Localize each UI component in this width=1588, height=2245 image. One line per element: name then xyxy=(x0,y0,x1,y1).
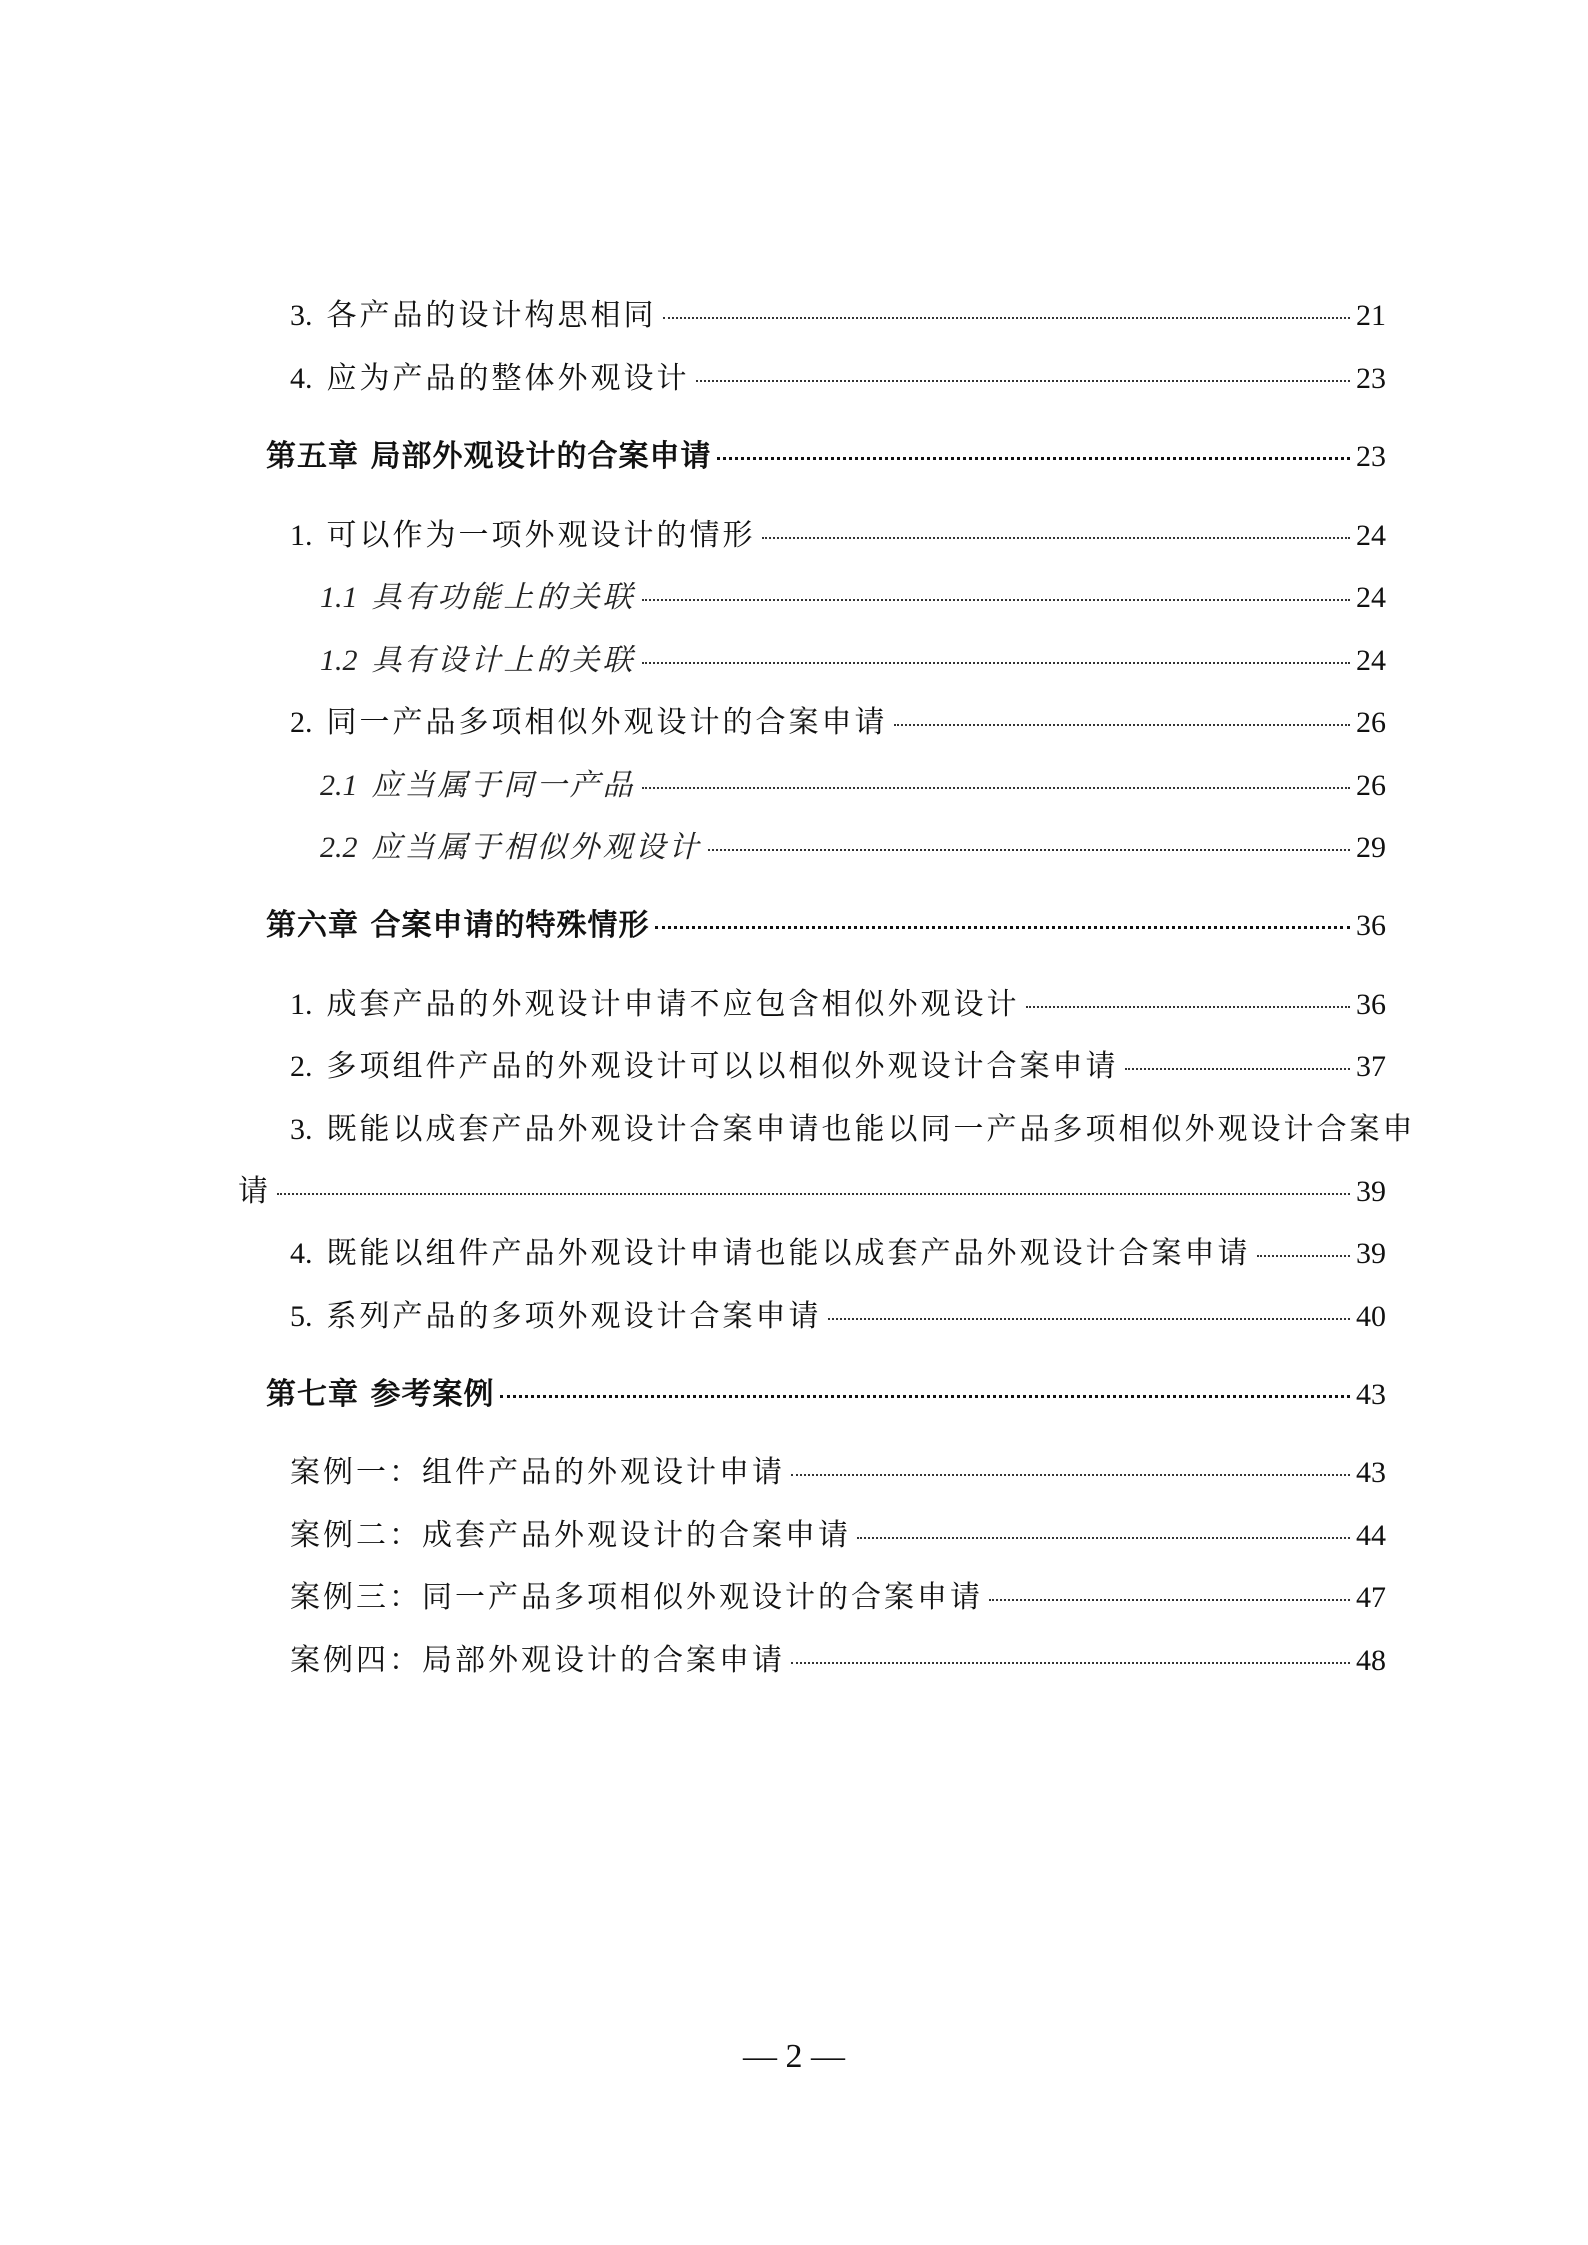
dot-leader xyxy=(500,1395,1350,1398)
dot-leader xyxy=(642,599,1351,601)
dot-leader xyxy=(894,724,1351,726)
page-number-footer: — 2 — xyxy=(743,2038,845,2075)
toc-page-number: 43 xyxy=(1356,1456,1386,1489)
dot-leader xyxy=(642,662,1351,664)
toc-entry-label: 1.2 具有设计上的关联 xyxy=(320,643,636,678)
toc-page-number: 23 xyxy=(1356,362,1386,395)
toc-subentry[interactable] xyxy=(320,828,1386,868)
toc-entry-label: 1.1 具有功能上的关联 xyxy=(320,580,636,615)
toc-entry-label: 案例三：同一产品多项相似外观设计的合案申请 xyxy=(290,1580,983,1615)
toc-entry-label: 3. 各产品的设计构思相同 xyxy=(290,298,657,333)
toc-entry-label: 2.1 应当属于同一产品 xyxy=(320,768,636,803)
toc-page-number: 37 xyxy=(1356,1050,1386,1083)
toc-page-number: 43 xyxy=(1356,1378,1386,1411)
toc-page-number: 24 xyxy=(1356,519,1386,552)
toc-subentry[interactable] xyxy=(320,641,1386,681)
toc-entry-label: 5. 系列产品的多项外观设计合案申请 xyxy=(290,1299,822,1334)
toc-entry[interactable] xyxy=(290,1047,1386,1087)
toc-subentry[interactable] xyxy=(320,766,1386,806)
toc-page-number: 23 xyxy=(1356,440,1386,473)
chapter-title: 第六章 合案申请的特殊情形 xyxy=(266,908,650,943)
toc-page-number: 39 xyxy=(1356,1175,1386,1208)
toc-page-number: 21 xyxy=(1356,299,1386,332)
toc-page-number: 26 xyxy=(1356,706,1386,739)
toc-page-number: 47 xyxy=(1356,1581,1386,1614)
toc-entry-label: 2. 多项组件产品的外观设计可以以相似外观设计合案申请 xyxy=(290,1049,1119,1084)
toc-entry-label: 既能以成套产品外观设计合案申请也能以同一产品多项相似外观设计合案申 xyxy=(326,1112,1416,1147)
toc-case-entry[interactable] xyxy=(290,1578,1386,1618)
dot-leader xyxy=(791,1662,1350,1664)
toc-case-entry[interactable] xyxy=(290,1453,1386,1493)
toc-entry-continuation[interactable] xyxy=(238,1172,1386,1212)
dot-leader xyxy=(663,317,1351,319)
chapter-title: 第七章 参考案例 xyxy=(266,1377,495,1412)
toc-page-number: 26 xyxy=(1356,769,1386,802)
dot-leader xyxy=(1125,1068,1351,1070)
dot-leader xyxy=(277,1193,1350,1195)
toc-entry-label: 4. 应为产品的整体外观设计 xyxy=(290,361,690,396)
toc-chapter-7[interactable] xyxy=(266,1375,1386,1415)
toc-entry[interactable] xyxy=(290,1297,1386,1337)
toc-entry-label: 请 xyxy=(238,1174,271,1209)
toc-entry-label: 案例四：局部外观设计的合案申请 xyxy=(290,1643,785,1678)
toc-chapter-5[interactable] xyxy=(266,437,1386,477)
toc-entry-label: 1. 成套产品的外观设计申请不应包含相似外观设计 xyxy=(290,987,1020,1022)
dot-leader xyxy=(791,1474,1350,1476)
toc-entry[interactable] xyxy=(290,359,1386,399)
dot-leader xyxy=(717,457,1350,460)
toc-page-number: 29 xyxy=(1356,831,1386,864)
toc-entry-label: 1. 可以作为一项外观设计的情形 xyxy=(290,518,756,553)
toc-entry[interactable] xyxy=(290,703,1386,743)
dot-leader xyxy=(989,1599,1350,1601)
toc-chapter-6[interactable] xyxy=(266,906,1386,946)
toc-case-entry[interactable] xyxy=(290,1516,1386,1556)
dot-leader xyxy=(696,380,1351,382)
toc-entry-wrapped-line[interactable]: 3. 既能以成套产品外观设计合案申请也能以同一产品多项相似外观设计合案申 xyxy=(290,1112,1416,1147)
toc-entry-label: 案例二：成套产品外观设计的合案申请 xyxy=(290,1518,851,1553)
toc-page-number: 24 xyxy=(1356,581,1386,614)
toc-subentry[interactable] xyxy=(320,578,1386,618)
toc-entry-label: 案例一：组件产品的外观设计申请 xyxy=(290,1455,785,1490)
dot-leader xyxy=(828,1318,1351,1320)
toc-entry[interactable] xyxy=(290,1234,1386,1274)
dot-leader xyxy=(1257,1255,1351,1257)
toc-page-number: 40 xyxy=(1356,1300,1386,1333)
toc-entry-label: 2.2 应当属于相似外观设计 xyxy=(320,830,702,865)
dot-leader xyxy=(655,926,1350,929)
toc-entry-label: 4. 既能以组件产品外观设计申请也能以成套产品外观设计合案申请 xyxy=(290,1236,1251,1271)
chapter-title: 第五章 局部外观设计的合案申请 xyxy=(266,439,712,474)
toc-entry-label: 2. 同一产品多项相似外观设计的合案申请 xyxy=(290,705,888,740)
dot-leader xyxy=(1026,1006,1351,1008)
toc-entry[interactable] xyxy=(290,985,1386,1025)
toc-page-number: 48 xyxy=(1356,1644,1386,1677)
dot-leader xyxy=(857,1537,1350,1539)
dot-leader xyxy=(762,537,1351,539)
dot-leader xyxy=(708,849,1351,851)
toc-page-number: 44 xyxy=(1356,1519,1386,1552)
toc-page-number: 24 xyxy=(1356,644,1386,677)
toc-case-entry[interactable] xyxy=(290,1641,1386,1681)
toc-page-number: 39 xyxy=(1356,1237,1386,1270)
toc-page-number: 36 xyxy=(1356,988,1386,1021)
dot-leader xyxy=(642,787,1351,789)
toc-entry[interactable] xyxy=(290,516,1386,556)
toc-page-number: 36 xyxy=(1356,909,1386,942)
toc-entry[interactable] xyxy=(290,296,1386,336)
